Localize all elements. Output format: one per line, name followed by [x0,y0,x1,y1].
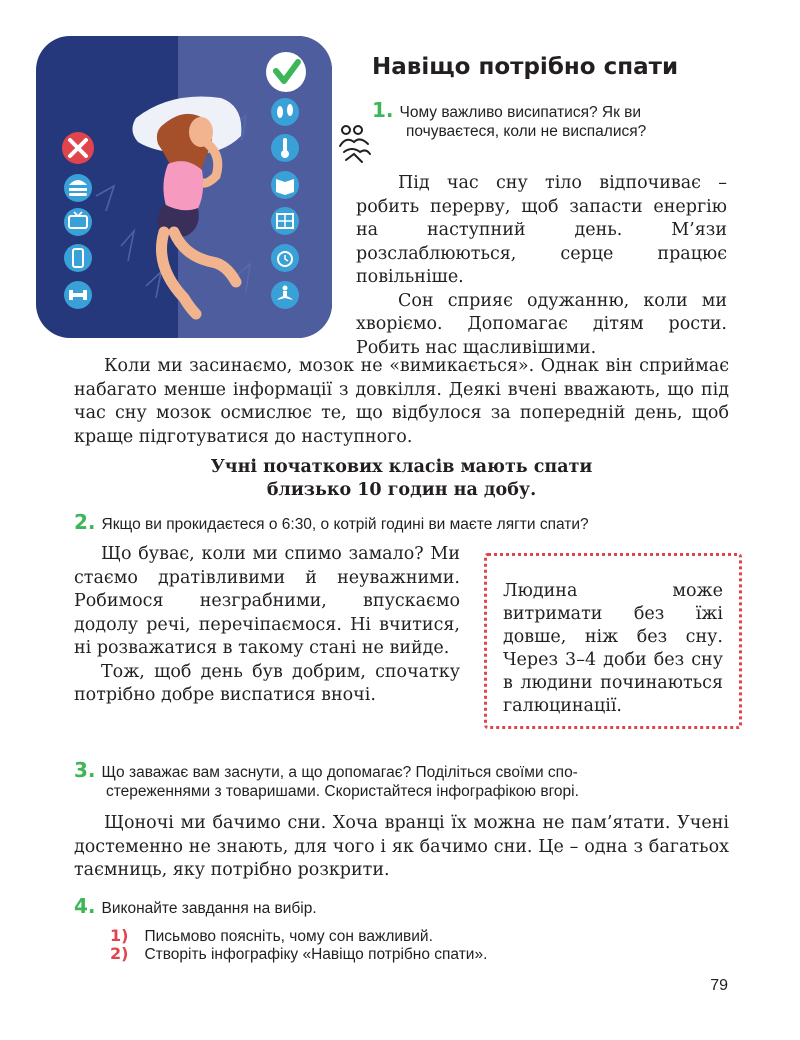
alarm-clock-icon [271,244,299,272]
task-text: Якщо ви прокидаєтеся о 6:30, о котрій годині ви маєте лягти спати? [101,516,589,533]
highlight-line: близько 10 годин на добу. [266,480,537,500]
task-number: 3. [74,758,96,782]
task-1 [372,98,641,123]
task-3 [74,758,578,783]
highlight-line: Учні початкових класів мають спати [210,457,593,477]
hamburger-icon [64,174,92,202]
paragraph: Щоночі ми бачимо сни. Хоча вранці їх можна не пам’ятати. Учені достеменно не знають, для чого і як бачимо сни. Це – одна з багатьох таємниць, яку потрібно розкрити. [74,813,729,880]
paragraph: Що буває, коли ми спимо замало? Ми стаємо дратівливими й неуважними. Робимося незграбними, впускаємо додолу речі, перечіпаємося. Ні вчитися, ні розважатися в такому стані не вийде. [74,544,460,658]
page-title: Навіщо потрібно спати [372,54,679,80]
task-text-line2: стереженнями з товаришами. Скористайтеся інфографікою вгорі. [106,783,579,800]
option-text: Письмово поясніть, чому сон важливий. [144,928,433,945]
fact-box [484,553,742,729]
thermometer-icon [271,134,299,162]
meditation-icon [271,281,299,309]
text-block-brain [74,355,729,449]
task-number: 1. [372,98,394,122]
highlight-statement [74,456,729,502]
text-block-dreams [74,812,729,883]
option-text: Створіть інфографіку «Навіщо потрібно спати». [144,946,488,963]
task-text-line1: Чому важливо висипатися? Як ви [399,104,642,121]
paragraph: Тож, щоб день був добрим, спочатку потрібно добре виспатися вночі. [74,661,460,705]
footprints-icon [271,98,299,126]
dumbbell-icon [64,281,92,309]
task-number: 4. [74,894,96,918]
paragraph: Під час сну тіло відпочиває – робить перерву, щоб запасти енергію на наступний день. М’язи розслаблюються, серце працює повільніше. [356,173,727,287]
task-option [110,944,487,965]
text-block-lack-of-sleep [74,543,460,708]
book-icon [271,171,299,199]
fact-box-text: Людина може витримати без їжі довше, ніж без сну. Через 3–4 доби без сну в людини починаються галюцинації. [503,581,723,716]
cross-icon [62,132,94,164]
tv-icon [64,208,92,236]
window-icon [271,207,299,235]
sleep-infographic [36,36,332,338]
task-number: 2. [74,510,96,534]
task-2 [74,510,589,535]
option-number: 2) [110,944,129,963]
paragraph: Сон сприяє одужанню, коли ми хворіємо. Допомагає дітям рости. Робить нас щасливішими. [356,290,727,358]
paragraph: Коли ми засинаємо, мозок не «вимикається». Однак він сприймає набагато менше інформації з довкілля. Деякі вчені вважають, що під час сну мозок осмислює те, що відбулося за попередній день, щоб краще підготуватися до наступного. [74,356,729,447]
task-text: Виконайте завдання на вибір. [101,900,317,917]
page-number: 79 [710,977,728,994]
task-4 [74,894,317,919]
task-text-line2: почуваєтеся, коли не виспалися? [406,123,647,140]
phone-icon [64,244,92,272]
text-block-intro [356,172,727,360]
pair-discussion-icon [338,124,372,166]
option-number: 1) [110,926,129,945]
check-icon [266,52,306,92]
task-text-line1: Що заважає вам заснути, а що допомагає? Поділіться своїми спо- [101,764,578,781]
